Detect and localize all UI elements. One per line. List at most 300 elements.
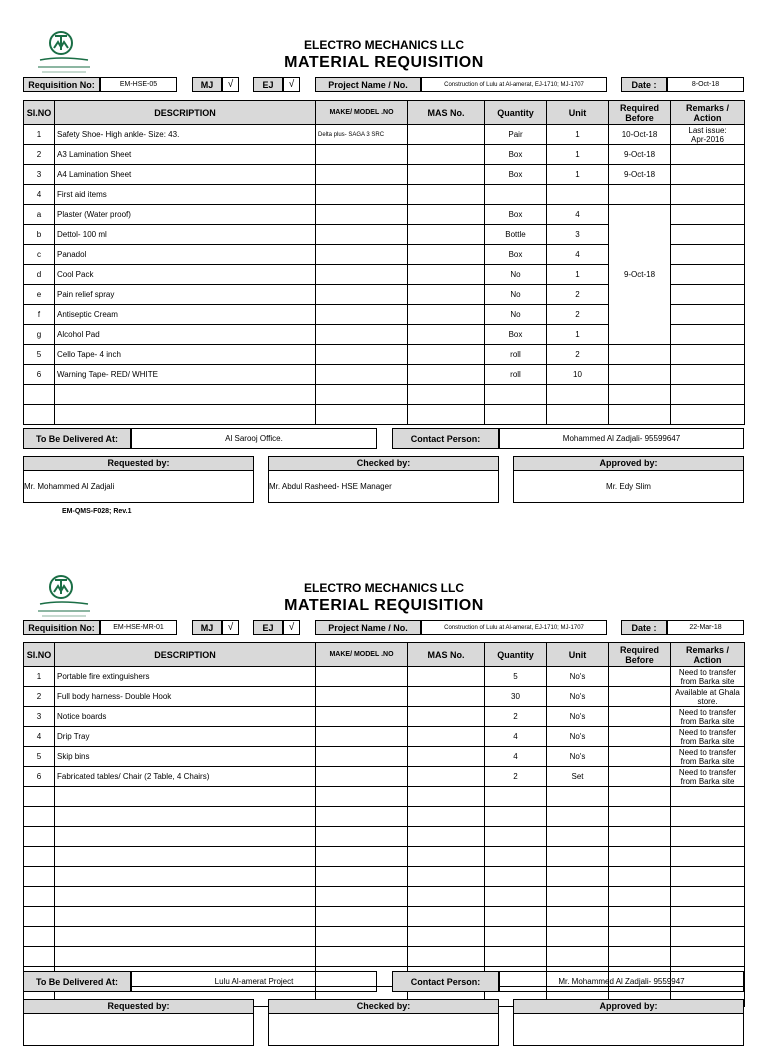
cell-make-model — [316, 405, 408, 425]
cell-make-model — [316, 365, 408, 385]
cell-mas-no — [408, 285, 485, 305]
cell-description — [55, 807, 316, 827]
cell-make-model — [316, 727, 408, 747]
cell-make-model — [316, 807, 408, 827]
cell-remarks — [671, 807, 745, 827]
cell-mas-no — [408, 807, 485, 827]
date-value: 8-Oct-18 — [667, 77, 744, 92]
project-label: Project Name / No. — [315, 620, 421, 635]
cell-remarks — [671, 907, 745, 927]
requisition-label: Requisition No: — [23, 77, 100, 92]
company-name: ELECTRO MECHANICS LLC — [304, 581, 464, 595]
cell-mas-no — [408, 707, 485, 727]
requested-by-value: Mr. Mohammed Al Zadjali — [23, 471, 254, 503]
cell-description: Plaster (Water proof) — [55, 205, 316, 225]
cell-si-no — [24, 907, 55, 927]
cell-quantity: 2 — [485, 767, 547, 787]
ej-checkmark: √ — [283, 620, 300, 635]
cell-si-no: f — [24, 305, 55, 325]
cell-description: Safety Shoe- High ankle- Size: 43. — [55, 125, 316, 145]
cell-si-no: 1 — [24, 125, 55, 145]
cell-mas-no — [408, 305, 485, 325]
cell-remarks: Need to transfer from Barka site — [671, 727, 745, 747]
table-row — [24, 927, 745, 947]
header-si-no: SI.NO — [24, 101, 55, 125]
cell-make-model — [316, 325, 408, 345]
cell-unit — [547, 827, 609, 847]
project-name: Construction of Lulu at Al-amerat, EJ-1710; MJ-1707 — [421, 77, 607, 92]
cell-make-model — [316, 847, 408, 867]
cell-si-no — [24, 787, 55, 807]
cell-remarks: Need to transfer from Barka site — [671, 707, 745, 727]
ej-checkmark: √ — [283, 77, 300, 92]
cell-mas-no — [408, 385, 485, 405]
checked-by-label: Checked by: — [268, 456, 499, 471]
cell-required-before — [609, 385, 671, 405]
cell-required-before — [609, 345, 671, 365]
cell-quantity — [485, 405, 547, 425]
cell-mas-no — [408, 225, 485, 245]
cell-description: Skip bins — [55, 747, 316, 767]
cell-remarks — [671, 165, 745, 185]
cell-required-before — [609, 747, 671, 767]
cell-quantity: Box — [485, 245, 547, 265]
cell-quantity — [485, 887, 547, 907]
date-label: Date : — [621, 620, 667, 635]
cell-description — [55, 887, 316, 907]
cell-required-before — [609, 727, 671, 747]
cell-description: Cello Tape- 4 inch — [55, 345, 316, 365]
cell-quantity: 5 — [485, 667, 547, 687]
cell-remarks — [671, 947, 745, 967]
cell-remarks: Need to transfer from Barka site — [671, 747, 745, 767]
cell-quantity — [485, 185, 547, 205]
approved-by-label: Approved by: — [513, 456, 744, 471]
cell-unit: 4 — [547, 245, 609, 265]
cell-remarks — [671, 145, 745, 165]
cell-mas-no — [408, 907, 485, 927]
cell-make-model — [316, 947, 408, 967]
cell-si-no: c — [24, 245, 55, 265]
cell-mas-no — [408, 887, 485, 907]
cell-si-no: 3 — [24, 165, 55, 185]
table-row — [24, 907, 745, 927]
cell-mas-no — [408, 325, 485, 345]
form-code: EM-QMS-F028; Rev.1 — [62, 508, 132, 515]
cell-si-no: 5 — [24, 345, 55, 365]
project-name: Construction of Lulu at Al-amerat, EJ-1710; MJ-1707 — [421, 620, 607, 635]
contact-value: Mohammed Al Zadjali- 95599647 — [499, 428, 744, 449]
cell-mas-no — [408, 927, 485, 947]
table-header-row — [24, 643, 745, 667]
cell-quantity — [485, 807, 547, 827]
header-mas-no: MAS No. — [408, 643, 485, 667]
cell-mas-no — [408, 165, 485, 185]
cell-description: Fabricated tables/ Chair (2 Table, 4 Chairs) — [55, 767, 316, 787]
cell-required-before — [609, 787, 671, 807]
cell-si-no: 2 — [24, 145, 55, 165]
table-row — [24, 667, 745, 687]
cell-quantity: 4 — [485, 747, 547, 767]
requisition-label: Requisition No: — [23, 620, 100, 635]
table-row — [24, 887, 745, 907]
cell-remarks: Need to transfer from Barka site — [671, 667, 745, 687]
cell-remarks — [671, 385, 745, 405]
cell-make-model: Delta plus- SAGA 3 SRC — [316, 125, 408, 145]
cell-quantity: Box — [485, 165, 547, 185]
contact-label: Contact Person: — [392, 428, 499, 449]
cell-description: Antiseptic Cream — [55, 305, 316, 325]
cell-description — [55, 385, 316, 405]
cell-required-before — [609, 807, 671, 827]
cell-unit: No's — [547, 687, 609, 707]
cell-si-no: 4 — [24, 185, 55, 205]
cell-make-model — [316, 887, 408, 907]
table-row — [24, 767, 745, 787]
cell-description — [55, 947, 316, 967]
cell-description: A3 Lamination Sheet — [55, 145, 316, 165]
cell-description — [55, 907, 316, 927]
cell-si-no — [24, 827, 55, 847]
cell-si-no — [24, 385, 55, 405]
cell-required-before — [609, 365, 671, 385]
checked-by-label: Checked by: — [268, 999, 499, 1014]
cell-required-before — [609, 847, 671, 867]
cell-si-no: 5 — [24, 747, 55, 767]
approved-by-value: Mr. Edy Slim — [513, 471, 744, 503]
cell-si-no: a — [24, 205, 55, 225]
cell-make-model — [316, 285, 408, 305]
header-remarks: Remarks / Action — [671, 101, 745, 125]
cell-quantity: Box — [485, 325, 547, 345]
cell-si-no — [24, 807, 55, 827]
cell-unit: 1 — [547, 325, 609, 345]
cell-remarks — [671, 305, 745, 325]
cell-make-model — [316, 145, 408, 165]
cell-unit: No's — [547, 727, 609, 747]
cell-make-model — [316, 225, 408, 245]
cell-quantity: Pair — [485, 125, 547, 145]
checked-by-value: Mr. Abdul Rasheed- HSE Manager — [268, 471, 499, 503]
cell-description: Full body harness- Double Hook — [55, 687, 316, 707]
cell-remarks — [671, 887, 745, 907]
table-row — [24, 145, 745, 165]
form-title: MATERIAL REQUISITION — [284, 597, 484, 614]
cell-mas-no — [408, 747, 485, 767]
cell-description: Notice boards — [55, 707, 316, 727]
cell-quantity: 2 — [485, 707, 547, 727]
cell-remarks — [671, 365, 745, 385]
cell-remarks — [671, 185, 745, 205]
ej-label: EJ — [253, 77, 283, 92]
items-table — [23, 642, 745, 1007]
table-row — [24, 125, 745, 145]
cell-make-model — [316, 265, 408, 285]
cell-required-before — [609, 767, 671, 787]
requested-by-label: Requested by: — [23, 456, 254, 471]
ej-label: EJ — [253, 620, 283, 635]
table-row — [24, 707, 745, 727]
cell-unit — [547, 887, 609, 907]
cell-si-no: 6 — [24, 365, 55, 385]
cell-si-no — [24, 867, 55, 887]
cell-si-no — [24, 847, 55, 867]
cell-make-model — [316, 385, 408, 405]
cell-required-before: 9-Oct-18 — [609, 165, 671, 185]
cell-unit — [547, 185, 609, 205]
cell-description: Dettol- 100 ml — [55, 225, 316, 245]
cell-unit — [547, 867, 609, 887]
cell-unit — [547, 807, 609, 827]
cell-quantity: 30 — [485, 687, 547, 707]
cell-description — [55, 405, 316, 425]
cell-si-no — [24, 887, 55, 907]
header-make-model: MAKE/ MODEL .NO — [316, 101, 408, 125]
cell-unit: 10 — [547, 365, 609, 385]
cell-mas-no — [408, 787, 485, 807]
cell-quantity — [485, 385, 547, 405]
cell-si-no: 4 — [24, 727, 55, 747]
cell-unit: Set — [547, 767, 609, 787]
cell-unit: 2 — [547, 345, 609, 365]
cell-mas-no — [408, 125, 485, 145]
cell-make-model — [316, 767, 408, 787]
cell-make-model — [316, 165, 408, 185]
cell-required-before — [609, 907, 671, 927]
cell-si-no: g — [24, 325, 55, 345]
cell-remarks — [671, 325, 745, 345]
header-make-model: MAKE/ MODEL .NO — [316, 643, 408, 667]
table-row — [24, 345, 745, 365]
cell-required-before — [609, 867, 671, 887]
table-row — [24, 205, 745, 225]
approved-by-value — [513, 1014, 744, 1046]
cell-quantity: 4 — [485, 727, 547, 747]
cell-make-model — [316, 667, 408, 687]
cell-si-no: 2 — [24, 687, 55, 707]
cell-description: Alcohol Pad — [55, 325, 316, 345]
cell-make-model — [316, 907, 408, 927]
cell-description: Drip Tray — [55, 727, 316, 747]
cell-quantity: Box — [485, 205, 547, 225]
cell-make-model — [316, 867, 408, 887]
mj-checkmark: √ — [222, 620, 239, 635]
header-required-before: Required Before — [609, 643, 671, 667]
table-row — [24, 165, 745, 185]
cell-unit: 4 — [547, 205, 609, 225]
cell-unit — [547, 385, 609, 405]
table-row — [24, 747, 745, 767]
delivered-value: Al Sarooj Office. — [131, 428, 377, 449]
header-unit: Unit — [547, 643, 609, 667]
cell-required-before: 9-Oct-18 — [609, 205, 671, 345]
cell-si-no: d — [24, 265, 55, 285]
delivered-label: To Be Delivered At: — [23, 971, 131, 992]
cell-si-no — [24, 927, 55, 947]
cell-unit: 1 — [547, 125, 609, 145]
cell-description — [55, 827, 316, 847]
cell-unit — [547, 787, 609, 807]
cell-description: Portable fire extinguishers — [55, 667, 316, 687]
cell-make-model — [316, 747, 408, 767]
approved-by-label: Approved by: — [513, 999, 744, 1014]
requested-by-value — [23, 1014, 254, 1046]
cell-description — [55, 847, 316, 867]
contact-value: Mr. Mohammed Al Zadjali- 9559947 — [499, 971, 744, 992]
cell-mas-no — [408, 867, 485, 887]
cell-remarks — [671, 285, 745, 305]
cell-quantity — [485, 867, 547, 887]
delivered-label: To Be Delivered At: — [23, 428, 131, 449]
cell-description — [55, 867, 316, 887]
cell-remarks — [671, 205, 745, 225]
cell-required-before — [609, 687, 671, 707]
cell-quantity: No — [485, 285, 547, 305]
contact-label: Contact Person: — [392, 971, 499, 992]
requisition-no: EM-HSE-05 — [100, 77, 177, 92]
cell-mas-no — [408, 405, 485, 425]
checked-by-value — [268, 1014, 499, 1046]
cell-quantity: roll — [485, 345, 547, 365]
cell-description — [55, 787, 316, 807]
date-value: 22-Mar-18 — [667, 620, 744, 635]
requested-by-label: Requested by: — [23, 999, 254, 1014]
cell-remarks — [671, 265, 745, 285]
cell-unit: 2 — [547, 285, 609, 305]
cell-mas-no — [408, 847, 485, 867]
cell-mas-no — [408, 687, 485, 707]
mj-label: MJ — [192, 620, 222, 635]
cell-remarks — [671, 847, 745, 867]
header-unit: Unit — [547, 101, 609, 125]
cell-mas-no — [408, 245, 485, 265]
cell-mas-no — [408, 667, 485, 687]
cell-mas-no — [408, 827, 485, 847]
cell-remarks: Available at Ghala store. — [671, 687, 745, 707]
cell-unit: 3 — [547, 225, 609, 245]
items-table — [23, 100, 745, 425]
cell-unit: No's — [547, 667, 609, 687]
cell-remarks: Last issue: Apr-2016 — [671, 125, 745, 145]
cell-required-before — [609, 887, 671, 907]
cell-quantity — [485, 947, 547, 967]
date-label: Date : — [621, 77, 667, 92]
cell-quantity — [485, 927, 547, 947]
table-header-row — [24, 101, 745, 125]
table-row — [24, 365, 745, 385]
cell-quantity: Bottle — [485, 225, 547, 245]
header-description: DESCRIPTION — [55, 643, 316, 667]
cell-description — [55, 927, 316, 947]
mj-label: MJ — [192, 77, 222, 92]
cell-remarks — [671, 345, 745, 365]
cell-quantity — [485, 827, 547, 847]
cell-mas-no — [408, 767, 485, 787]
cell-unit — [547, 927, 609, 947]
cell-si-no — [24, 947, 55, 967]
cell-quantity — [485, 847, 547, 867]
cell-unit: 1 — [547, 145, 609, 165]
cell-si-no: 6 — [24, 767, 55, 787]
header-required-before: Required Before — [609, 101, 671, 125]
table-row — [24, 847, 745, 867]
delivered-value: Lulu Al-amerat Project — [131, 971, 377, 992]
cell-make-model — [316, 345, 408, 365]
table-row — [24, 807, 745, 827]
cell-required-before — [609, 707, 671, 727]
table-row — [24, 867, 745, 887]
cell-remarks — [671, 827, 745, 847]
cell-quantity: No — [485, 305, 547, 325]
cell-make-model — [316, 305, 408, 325]
cell-unit: No's — [547, 707, 609, 727]
cell-required-before — [609, 927, 671, 947]
table-row — [24, 947, 745, 967]
cell-description: Cool Pack — [55, 265, 316, 285]
cell-si-no: 3 — [24, 707, 55, 727]
cell-required-before: 9-Oct-18 — [609, 145, 671, 165]
cell-required-before — [609, 827, 671, 847]
cell-si-no: 1 — [24, 667, 55, 687]
cell-unit — [547, 405, 609, 425]
cell-remarks — [671, 867, 745, 887]
cell-description: Warning Tape- RED/ WHITE — [55, 365, 316, 385]
company-name: ELECTRO MECHANICS LLC — [304, 38, 464, 52]
cell-mas-no — [408, 727, 485, 747]
header-mas-no: MAS No. — [408, 101, 485, 125]
cell-quantity — [485, 907, 547, 927]
cell-unit: No's — [547, 747, 609, 767]
table-row — [24, 827, 745, 847]
cell-remarks: Need to transfer from Barka site — [671, 767, 745, 787]
cell-make-model — [316, 707, 408, 727]
mj-checkmark: √ — [222, 77, 239, 92]
cell-unit: 1 — [547, 265, 609, 285]
cell-remarks — [671, 927, 745, 947]
header-quantity: Quantity — [485, 101, 547, 125]
cell-required-before — [609, 667, 671, 687]
cell-quantity: Box — [485, 145, 547, 165]
project-label: Project Name / No. — [315, 77, 421, 92]
cell-remarks — [671, 225, 745, 245]
header-description: DESCRIPTION — [55, 101, 316, 125]
table-row — [24, 185, 745, 205]
cell-si-no: e — [24, 285, 55, 305]
cell-remarks — [671, 405, 745, 425]
cell-mas-no — [408, 145, 485, 165]
cell-make-model — [316, 827, 408, 847]
cell-unit — [547, 847, 609, 867]
cell-unit: 2 — [547, 305, 609, 325]
cell-required-before — [609, 947, 671, 967]
cell-mas-no — [408, 205, 485, 225]
cell-make-model — [316, 787, 408, 807]
cell-make-model — [316, 185, 408, 205]
cell-mas-no — [408, 265, 485, 285]
cell-mas-no — [408, 947, 485, 967]
cell-make-model — [316, 245, 408, 265]
cell-unit — [547, 947, 609, 967]
cell-mas-no — [408, 365, 485, 385]
table-row — [24, 687, 745, 707]
table-row — [24, 405, 745, 425]
cell-description: A4 Lamination Sheet — [55, 165, 316, 185]
cell-quantity — [485, 787, 547, 807]
cell-quantity: roll — [485, 365, 547, 385]
table-row — [24, 385, 745, 405]
cell-si-no: b — [24, 225, 55, 245]
cell-remarks — [671, 245, 745, 265]
